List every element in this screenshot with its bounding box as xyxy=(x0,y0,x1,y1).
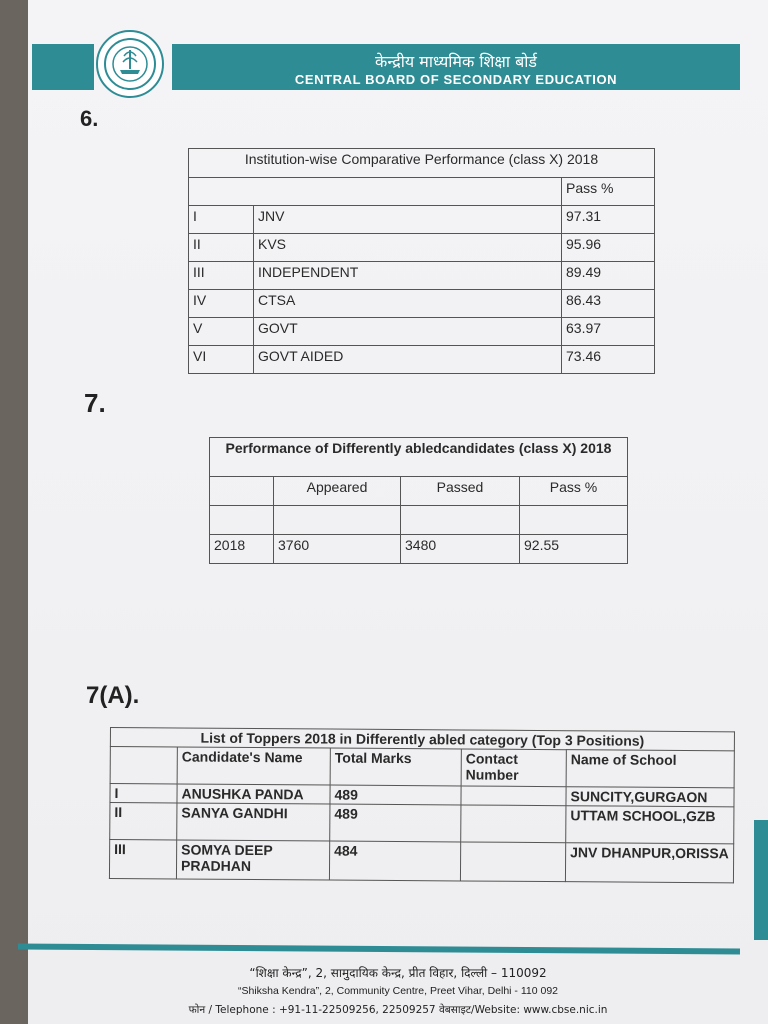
school-name: JNV DHANPUR,ORISSA xyxy=(565,843,733,883)
section-6-number: 6. xyxy=(80,106,99,131)
table-row xyxy=(110,803,734,844)
pass-percent-header: Pass % xyxy=(520,477,628,506)
institution-name: JNV xyxy=(254,206,562,234)
row-index: I xyxy=(189,206,254,234)
row-index: V xyxy=(189,318,254,346)
institution-name: INDEPENDENT xyxy=(254,262,562,290)
contact-number xyxy=(460,842,565,882)
table-title: List of Toppers 2018 in Differently abled category (Top 3 Positions) xyxy=(110,728,734,751)
pass-percent: 73.46 xyxy=(562,346,655,374)
row-index: III xyxy=(189,262,254,290)
table-row xyxy=(189,234,655,262)
total-marks: 484 xyxy=(329,841,460,881)
footer-contact: फोन / Telephone : +91-11-22509256, 22509257 वेबसाइट/Website: www.cbse.nic.in xyxy=(188,1004,608,1016)
row-index: IV xyxy=(189,290,254,318)
candidate-name-header: Candidate's Name xyxy=(177,747,330,785)
table-title: Institution-wise Comparative Performance (class X) 2018 xyxy=(189,149,655,178)
differently-abled-performance-table xyxy=(209,437,628,564)
table-header-blank xyxy=(110,747,177,784)
header-band-left xyxy=(32,44,94,90)
section-7-number: 7. xyxy=(84,388,106,418)
pass-percent: 97.31 xyxy=(562,206,655,234)
empty-cell xyxy=(210,506,274,535)
total-marks-header: Total Marks xyxy=(330,748,461,786)
pass-percent: 86.43 xyxy=(562,290,655,318)
table-row xyxy=(189,206,655,234)
empty-cell xyxy=(520,506,628,535)
table-row xyxy=(189,318,655,346)
pass-percent: 89.49 xyxy=(562,262,655,290)
row-index: II xyxy=(110,803,177,840)
institution-name: GOVT AIDED xyxy=(254,346,562,374)
row-index: I xyxy=(110,784,177,803)
school-name: SUNCITY,GURGAON xyxy=(566,787,734,807)
total-marks: 489 xyxy=(330,785,461,805)
school-name-header: Name of School xyxy=(566,750,734,788)
institution-name: GOVT xyxy=(254,318,562,346)
total-marks: 489 xyxy=(330,804,461,842)
institution-performance-table xyxy=(188,148,655,374)
institution-name: CTSA xyxy=(254,290,562,318)
table-row xyxy=(210,506,628,535)
row-index: III xyxy=(109,840,176,879)
header-hindi-title: केन्द्रीय माध्यमिक शिक्षा बोर्ड xyxy=(375,52,537,71)
header-english-title: CENTRAL BOARD OF SECONDARY EDUCATION xyxy=(294,72,618,87)
appeared-cell: 3760 xyxy=(274,535,401,564)
table-header-blank xyxy=(189,178,562,206)
footer-address-english: “Shiksha Kendra”, 2, Community Centre, Preet Vihar, Delhi - 110 092 xyxy=(237,985,559,997)
pass-percent-cell: 92.55 xyxy=(520,535,628,564)
page-edge-accent xyxy=(754,820,768,940)
empty-cell xyxy=(401,506,520,535)
cbse-emblem-icon xyxy=(102,36,158,92)
table-header-blank xyxy=(210,477,274,506)
contact-number-header: Contact Number xyxy=(461,749,566,787)
pass-percent-header: Pass % xyxy=(562,178,655,206)
contact-number xyxy=(461,786,566,806)
pass-percent: 95.96 xyxy=(562,234,655,262)
appeared-header: Appeared xyxy=(274,477,401,506)
passed-header: Passed xyxy=(401,477,520,506)
toppers-table xyxy=(109,727,735,883)
contact-number xyxy=(461,805,566,843)
year-cell: 2018 xyxy=(210,535,274,564)
table-row xyxy=(109,840,733,883)
pass-percent: 63.97 xyxy=(562,318,655,346)
school-name: UTTAM SCHOOL,GZB xyxy=(566,806,734,844)
table-row xyxy=(189,290,655,318)
table-row xyxy=(189,346,655,374)
passed-cell: 3480 xyxy=(401,535,520,564)
footer-address-hindi: “शिक्षा केन्द्र”, 2, सामुदायिक केन्द्र, प्रीत विहार, दिल्ली – 110092 xyxy=(249,966,547,980)
table-title: Performance of Differently abledcandidates (class X) 2018 xyxy=(210,438,628,477)
candidate-name: SOMYA DEEP PRADHAN xyxy=(176,840,329,880)
table-row xyxy=(210,535,628,564)
row-index: II xyxy=(189,234,254,262)
candidate-name: SANYA GANDHI xyxy=(177,803,330,841)
empty-cell xyxy=(274,506,401,535)
row-index: VI xyxy=(189,346,254,374)
table-row xyxy=(189,262,655,290)
cbse-logo xyxy=(96,30,164,98)
institution-name: KVS xyxy=(254,234,562,262)
section-7a-number: 7(A). xyxy=(86,682,140,709)
candidate-name: ANUSHKA PANDA xyxy=(177,784,330,804)
